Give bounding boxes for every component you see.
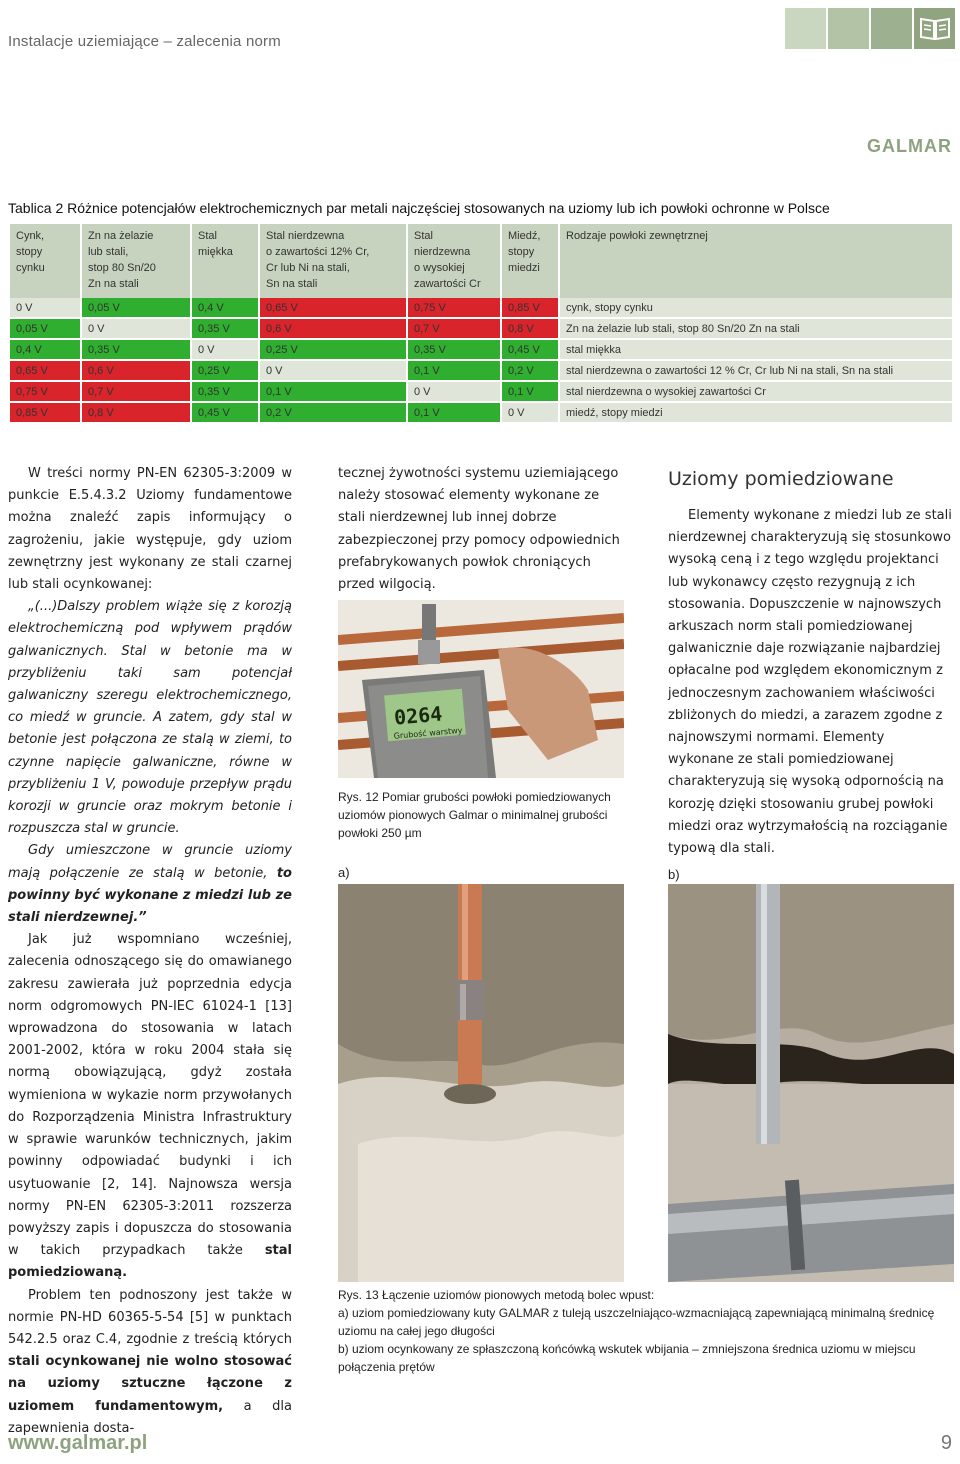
potential-value-cell: 0,1 V [260,382,406,403]
potential-value-cell: 0,1 V [408,403,500,424]
book-icon [914,8,955,49]
potential-value-cell: 0 V [502,403,558,424]
quote-paragraph: „(...)Dalszy problem wiąże się z korozją elektrochemiczną pod wpływem prądów galwanicznych. Stal w betonie ma w przybliżeniu taki sam potencjał galwaniczny szeregu elektrochemicznego, co miedź w gruncie. A zatem, gdy stal w betonie jest połączona ze stalą w ziemi, to czynne napięcie galwaniczne, równe w przybliżeniu 1 V, powoduje przepływ prądu korozji w gruncie oraz mokrym betonie i rozpuszcza stal w gruncie. [8,599,292,837]
article-column-1 [8,463,292,1440]
header-line: Stal [198,230,217,242]
header-line: Stal [414,230,433,242]
header-metal-column [408,224,500,298]
meter-reading: 0264 [393,701,444,730]
potential-value-cell: 0,65 V [10,361,80,382]
paragraph [8,1285,292,1440]
header-line: lub stali, [88,246,129,258]
header-line: Stal nierdzewna [266,230,345,242]
table-caption: Tablica 2 Różnice potencjałów elektrochemicznych par metali najczęściej stosowanych na uziomy lub ich powłoki ochronne w Polsce [8,200,830,216]
quote-text: Gdy umieszczone w gruncie uziomy mają połączenie ze stalą w betonie, [8,843,292,881]
potential-value-cell: 0,85 V [10,403,80,424]
potential-value-cell: 0,25 V [260,340,406,361]
header-decor-square [785,8,826,49]
potential-value-cell: 0,25 V [192,361,258,382]
coating-description-cell: stal miękka [560,340,952,361]
header-line: stop 80 Sn/20 [88,262,156,274]
coating-thickness-meter-photo [338,600,624,778]
footer-website-link[interactable]: www.galmar.pl [8,1432,148,1454]
page-number: 9 [940,1432,952,1454]
header-line: Rodzaje powłoki zewnętrznej [566,230,708,242]
header-line: miękka [198,246,233,258]
paragraph [8,929,292,1284]
header-line: stopy [16,246,43,258]
potential-value-cell: 0,75 V [408,298,500,319]
potential-value-cell: 0 V [10,298,80,319]
table-row [10,361,952,382]
paragraph: W treści normy PN-EN 62305-3:2009 w punkcie E.5.4.3.2 Uziomy fundamentowe można znaleźć zapis informujący o zagrożeniu, jakie występuje, gdy uziom zewnętrzny jest wykonany ze stali czarnej lub stali ocynkowanej: [8,466,292,593]
figure-13-item-b: b) uziom ocynkowany ze spłaszczoną końcówką wskutek wbijania – zmniejszona średnica uziomu w miejscu połączenia prętów [338,1342,916,1374]
coating-description-cell: Zn na żelazie lub stali, stop 80 Sn/20 Zn na stali [560,319,952,340]
figure-13-title: Rys. 13 Łączenie uziomów pionowych metodą bolec wpust: [338,1288,655,1302]
potential-value-cell: 0,1 V [408,361,500,382]
potential-value-cell: 0,75 V [10,382,80,403]
potential-value-cell: 0,4 V [10,340,80,361]
running-header-title: Instalacje uziemiające – zalecenia norm [8,33,281,50]
header-line: o zawartości 12% Cr, [266,246,370,258]
potential-difference-table [8,224,954,424]
potential-value-cell: 0 V [408,382,500,403]
potential-value-cell: 0,05 V [10,319,80,340]
quote-paragraph [8,840,292,929]
article-column-2 [338,463,628,596]
potential-value-cell: 0,2 V [260,403,406,424]
header-metal-column [260,224,406,298]
quote-emphasis: to powinny być wykonane z miedzi lub ze stali nierdzewnej.” [8,865,292,926]
header-line: Cynk, [16,230,45,242]
figure-13-item-a: a) uziom pomiedziowany kuty GALMAR z tuleją uszczelniająco-wzmacniającą zapewniającą minimalną średnicę uziomu na całej jego długości [338,1306,935,1338]
galvanized-earth-rod-photo [668,884,954,1282]
potential-value-cell: 0,65 V [260,298,406,319]
potential-value-cell: 0,6 V [260,319,406,340]
table-row [10,298,952,319]
potential-value-cell: 0,8 V [82,403,190,424]
header-line: zawartości Cr [414,278,481,290]
header-decor-square [828,8,869,49]
paragraph: Elementy wykonane z miedzi lub ze stali nierdzewnej charakteryzują się stosunkowo wysoką ceną i z tego względu projektanci lub wykonawcy często rezygnują z ich stosowania. Dopuszczenie w najnowszych arkuszach norm stali pomiedziowanej galwanicznie daje rozwiązanie najbardziej opłacalne pod względem ekonomicznym z jednoczesnym zachowaniem właściwości zbliżonych do miedzi, a zarazem zgodne z najnowszymi normami. Elementy wykonane ze stali pomiedziowanej charakteryzują się wysoką odpornością na korozję dzięki stosowaniu grubej powłoki miedzi oraz wytrzymałością na rozciąganie typową dla stali. [668,508,952,857]
potential-value-cell: 0,6 V [82,361,190,382]
coating-description-cell: stal nierdzewna o wysokiej zawartości Cr [560,382,952,403]
figure-13-caption [338,1286,954,1376]
potential-value-cell: 0,35 V [408,340,500,361]
header-metal-column [82,224,190,298]
figure-label-a: a) [338,865,350,880]
header-line: Miedź, [508,230,541,242]
paragraph-emphasis: stal pomiedziowaną. [8,1243,292,1281]
meter-label: Grubość warstwy [393,725,463,741]
table-row [10,319,952,340]
potential-value-cell: 0,05 V [82,298,190,319]
header-line: Sn na stali [266,278,318,290]
potential-value-cell: 0,85 V [502,298,558,319]
header-metal-column [10,224,80,298]
article-column-3 [668,463,952,860]
header-coating-type [560,224,952,298]
potential-value-cell: 0,45 V [192,403,258,424]
header-line: miedzi [508,262,540,274]
potential-value-cell: 0 V [192,340,258,361]
coating-description-cell: miedź, stopy miedzi [560,403,952,424]
header-metal-column [502,224,558,298]
header-line: stopy [508,246,535,258]
paragraph-text: a dla zapewnienia dosta- [8,1398,292,1436]
potential-value-cell: 0,4 V [192,298,258,319]
header-line: o wysokiej [414,262,465,274]
table-row [10,403,952,424]
potential-value-cell: 0,35 V [192,319,258,340]
paragraph-emphasis: stali ocynkowanej nie wolno stosować na uziomy sztuczne łączone z uziomem fundamentowym, [8,1354,292,1414]
coating-description-cell: stal nierdzewna o zawartości 12 % Cr, Cr lub Ni na stali, Sn na stali [560,361,952,382]
potential-value-cell: 0 V [260,361,406,382]
potential-value-cell: 0,1 V [502,382,558,403]
table-row [10,382,952,403]
header-line: Zn na stali [88,278,139,290]
header-metal-column [192,224,258,298]
header-line: Zn na żelazie [88,230,154,242]
header-decor-square [871,8,912,49]
paragraph-text: Jak już wspomniano wcześniej, zalecenia odnoszącego się do omawianego zakresu zawierała już poprzednia edycja norm odgromowych PN-IEC 61024-1 [13] wprowadzona do stosowania w latach 2001-2002, która w roku 2004 stała się normą obowiązującą, gdyż została wymieniona w wykazie norm przywołanych do Rozporządzenia Ministra Infrastruktury w sprawie warunków technicznych, jakim powinny odpowiadać budynki i ich usytuowanie [2, 14]. Najnowsza wersja normy PN-EN 62305-3:2011 rozszerza powyższy zapis i dopuszcza do stosowania w takich przypadkach także [8,932,292,1259]
potential-value-cell: 0,2 V [502,361,558,382]
potential-value-cell: 0,35 V [192,382,258,403]
section-heading: Uziomy pomiedziowane [668,468,894,490]
paragraph: tecznej żywotności systemu uziemiającego należy stosować elementy wykonane ze stali nierdzewnej lub innej dobrze zabezpieczonej przy pomocy odpowiednich prefabrykowanych powłok chroniących przed wilgocią. [338,466,620,593]
potential-value-cell: 0,35 V [82,340,190,361]
table-row [10,340,952,361]
potential-value-cell: 0,7 V [408,319,500,340]
coating-description-cell: cynk, stopy cynku [560,298,952,319]
brand-logo-text: GALMAR [867,136,952,156]
potential-value-cell: 0 V [82,319,190,340]
figure-12-caption: Rys. 12 Pomiar grubości powłoki pomiedziowanych uziomów pionowych Galmar o minimalnej grubości powłoki 250 µm [338,790,611,840]
header-line: nierdzewna [414,246,471,258]
potential-value-cell: 0,7 V [82,382,190,403]
figure-label-b: b) [668,867,680,882]
copper-earth-rod-photo [338,884,624,1282]
paragraph-text: Problem ten podnoszony jest także w normie PN-HD 60365-5-54 [5] w punktach 542.2.5 oraz C.4, zgodnie z treścią których [8,1287,292,1347]
potential-value-cell: 0,45 V [502,340,558,361]
header-line: cynku [16,262,45,274]
header-line: Cr lub Ni na stali, [266,262,350,274]
potential-value-cell: 0,8 V [502,319,558,340]
